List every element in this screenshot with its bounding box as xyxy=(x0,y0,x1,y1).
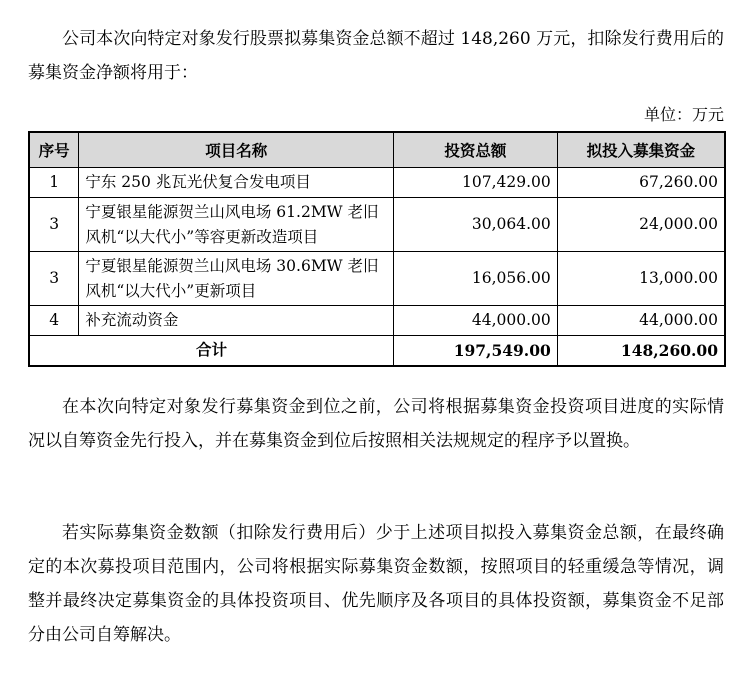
row-no: 3 xyxy=(29,252,79,306)
total-raised-funds: 148,260.00 xyxy=(557,336,725,367)
header-no: 序号 xyxy=(29,132,79,168)
intro-paragraph: 公司本次向特定对象发行股票拟募集资金总额不超过 148,260 万元，扣除发行费用后的募集资金净额将用于： xyxy=(28,29,724,83)
row-raised-funds: 24,000.00 xyxy=(557,198,725,252)
table-row xyxy=(29,168,725,198)
row-project-name: 补充流动资金 xyxy=(79,306,394,336)
row-no: 3 xyxy=(29,198,79,252)
shortfall-paragraph: 若实际募集资金数额（扣除发行费用后）少于上述项目拟投入募集资金总额，在最终确定的本次募投项目范围内，公司将根据实际募集资金数额，按照项目的轻重缓急等情况，调整并最终决定募集资金的具体投资项目、优先顺序及各项目的具体投资额，募集资金不足部分由公司自筹解决。 xyxy=(28,523,724,645)
row-total-investment: 44,000.00 xyxy=(394,306,558,336)
row-total-investment: 107,429.00 xyxy=(394,168,558,198)
header-project-name: 项目名称 xyxy=(79,132,394,168)
total-label: 合计 xyxy=(29,336,394,367)
row-raised-funds: 67,260.00 xyxy=(557,168,725,198)
row-no: 4 xyxy=(29,306,79,336)
header-total-investment: 投资总额 xyxy=(394,132,558,168)
table-total-row xyxy=(29,336,725,367)
table-header-row xyxy=(29,132,725,168)
table-row xyxy=(29,198,725,252)
fund-allocation-table xyxy=(28,131,726,367)
row-total-investment: 16,056.00 xyxy=(394,252,558,306)
header-raised-funds: 拟投入募集资金 xyxy=(557,132,725,168)
prefunding-paragraph: 在本次向特定对象发行募集资金到位之前，公司将根据募集资金投资项目进度的实际情况以自筹资金先行投入，并在募集资金到位后按照相关法规规定的程序予以置换。 xyxy=(28,397,724,451)
table-row xyxy=(29,306,725,336)
unit-label: 单位：万元 xyxy=(643,105,724,124)
row-project-name: 宁东 250 兆瓦光伏复合发电项目 xyxy=(79,168,394,198)
table-row xyxy=(29,252,725,306)
row-raised-funds: 13,000.00 xyxy=(557,252,725,306)
row-project-name: 宁夏银星能源贺兰山风电场 61.2MW 老旧风机“以大代小”等容更新改造项目 xyxy=(79,198,394,252)
row-no: 1 xyxy=(29,168,79,198)
row-raised-funds: 44,000.00 xyxy=(557,306,725,336)
row-total-investment: 30,064.00 xyxy=(394,198,558,252)
row-project-name: 宁夏银星能源贺兰山风电场 30.6MW 老旧风机“以大代小”更新项目 xyxy=(79,252,394,306)
total-investment: 197,549.00 xyxy=(394,336,558,367)
